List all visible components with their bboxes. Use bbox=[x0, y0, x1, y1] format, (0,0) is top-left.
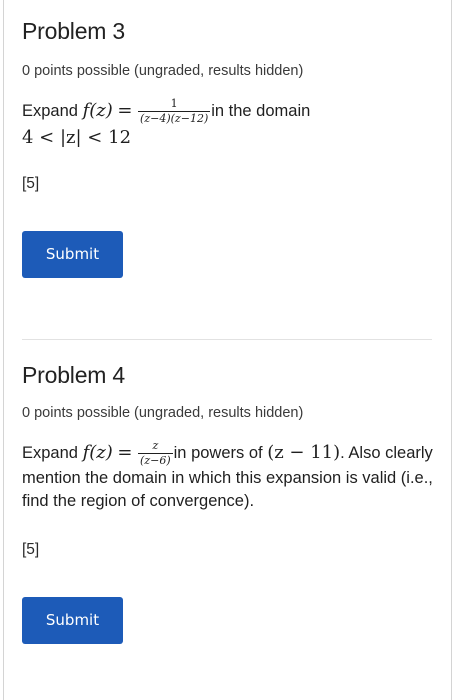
equals-sign: = bbox=[117, 441, 133, 463]
fraction bbox=[138, 98, 210, 125]
problem-3-submit-button[interactable]: Submit bbox=[22, 231, 123, 278]
problem-4-instructions: . Also clearly mention the domain in which this expansion is valid (i.e., find the region of convergence). bbox=[22, 443, 433, 510]
problem-4-submit-button[interactable]: Submit bbox=[22, 597, 123, 644]
function-name: f(z) bbox=[82, 99, 113, 121]
problem-3-title: Problem 3 bbox=[22, 18, 126, 44]
problem-3-points-info: 0 points possible (ungraded, results hidden) bbox=[22, 63, 304, 79]
domain-expression: 4 < |z| < 12 bbox=[22, 127, 132, 148]
fraction-numerator: 1 bbox=[138, 98, 210, 112]
problem-4 bbox=[22, 360, 434, 644]
problem-4-title: Problem 4 bbox=[22, 362, 126, 388]
equals-sign: = bbox=[117, 99, 133, 121]
fraction-denominator: (z−4)(z−12) bbox=[140, 112, 209, 125]
problem-3 bbox=[22, 16, 434, 278]
expand-label: Expand bbox=[22, 101, 78, 120]
problem-4-points-info: 0 points possible (ungraded, results hidden) bbox=[22, 405, 304, 421]
fraction-denominator: (z−6) bbox=[140, 454, 171, 467]
problem-divider bbox=[22, 339, 432, 340]
problem-3-points: [5] bbox=[22, 175, 40, 192]
fraction bbox=[138, 440, 173, 467]
powers-intro-text: in powers of bbox=[173, 443, 263, 462]
function-name: f(z) bbox=[82, 441, 113, 463]
powers-expression: (z − 11) bbox=[267, 441, 341, 463]
expand-label: Expand bbox=[22, 443, 78, 462]
problem-4-statement bbox=[22, 440, 434, 513]
problem-3-statement bbox=[22, 98, 434, 149]
problem-4-points: [5] bbox=[22, 541, 40, 558]
fraction-numerator: z bbox=[138, 440, 173, 454]
domain-intro-text: in the domain bbox=[211, 101, 311, 120]
